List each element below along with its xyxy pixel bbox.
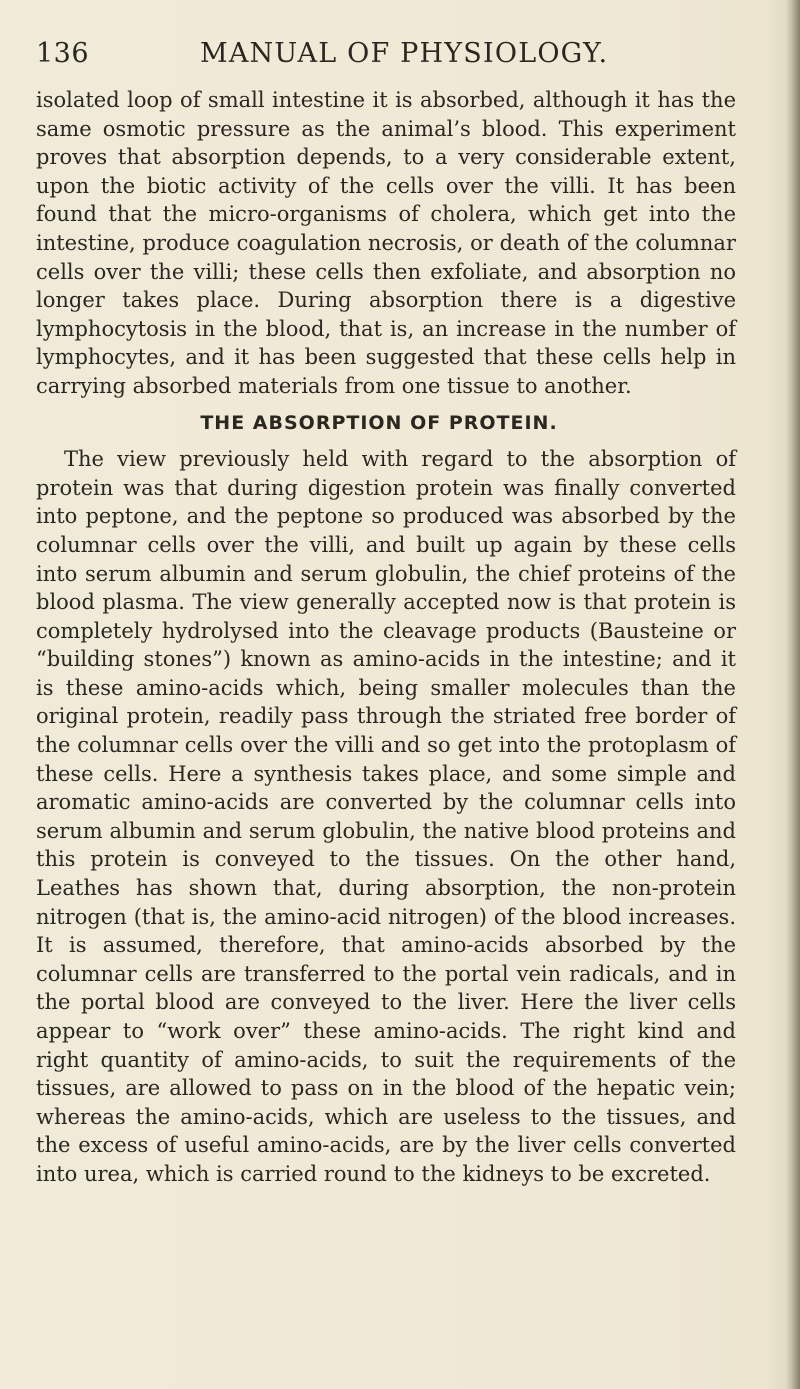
page-header (36, 38, 752, 78)
section-heading: THE ABSORPTION OF PROTEIN. (200, 411, 558, 434)
page-number: 136 (36, 38, 90, 69)
page-body (36, 86, 736, 1189)
paragraph-protein-absorption: The view previously held with regard to the absorption of protein was that during digestion protein was finally converted into peptone, and the peptone so produced was absorbed by the columnar cells over the villi, and built up again by these cells into serum albumin and serum globulin, the chief proteins of the blood plasma. The view generally accepted now is that protein is completely hydrolysed into the cleavage products (Bausteine or “building stones”) known as amino-acids in the intestine; and it is these amino-acids which, being smaller molecules than the original protein, readily pass through the striated free border of the columnar cells over the villi and so get into the protoplasm of these cells. Here a synthesis takes place, and some simple and aromatic amino-acids are converted by the columnar cells into serum albumin and serum globulin, the native blood proteins and this protein is conveyed to the tissues. On the other hand, Leathes has shown that, during absorption, the non-protein nitrogen (that is, the amino-acid nitrogen) of the blood increases. It is assumed, therefore, that amino-acids absorbed by the columnar cells are transferred to the portal vein radicals, and in the portal blood are conveyed to the liver. Here the liver cells appear to “work over” these amino-acids. The right kind and right quantity of amino-acids, to suit the requirements of the tissues, are allowed to pass on in the blood of the hepatic vein; whereas the amino-acids, which are useless to the tissues, and the excess of useful amino-acids, are by the liver cells converted into urea, which is carried round to the kidneys to be excreted. (36, 447, 736, 1186)
running-head: MANUAL OF PHYSIOLOGY. (200, 38, 609, 69)
paragraph-continued: isolated loop of small intestine it is absorbed, although it has the same osmotic pressure as the animal’s blood. This experiment proves that absorption depends, to a very considerable extent, upon the biotic activity of the cells over the villi. It has been found that the micro-organisms of cholera, which get into the intestine, produce coagulation necrosis, or death of the columnar cells over the villi; these cells then exfoliate, and absorption no longer takes place. During absorption there is a digestive lymphocytosis in the blood, that is, an increase in the number of lymphocytes, and it has been suggested that these cells help in carrying absorbed materials from one tissue to another. (36, 88, 736, 398)
page-edge-shadow (786, 0, 800, 1389)
